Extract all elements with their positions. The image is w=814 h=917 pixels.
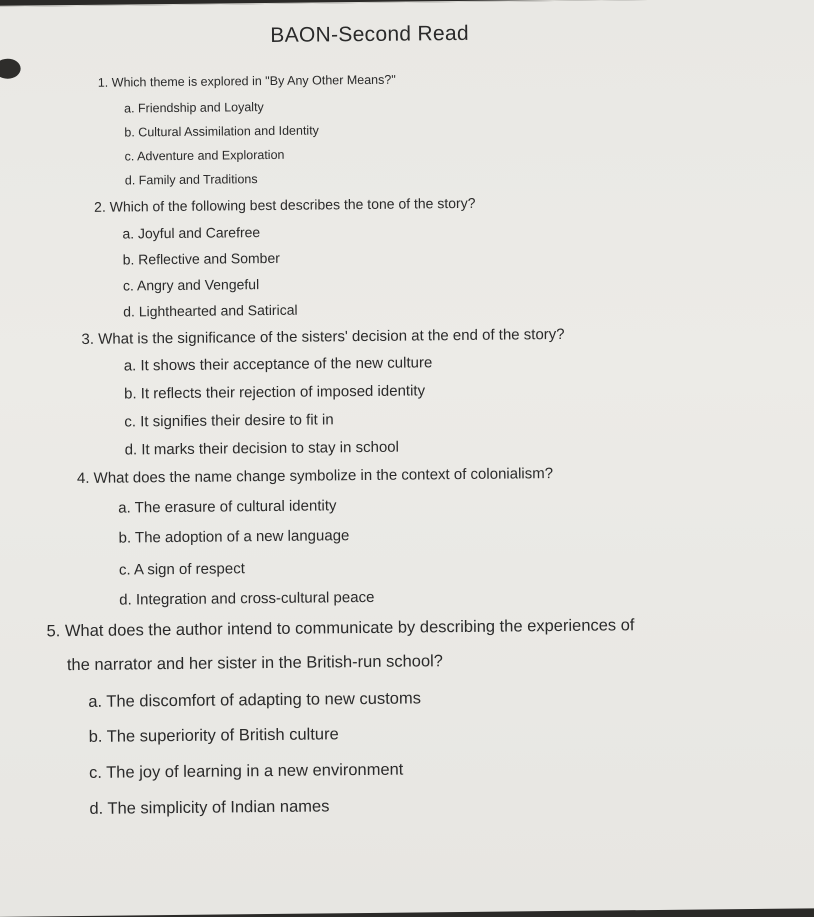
question-text: What does the name change symbolize in the context of colonialism? bbox=[93, 465, 554, 487]
question-number: 1. bbox=[97, 75, 109, 90]
option-2c: c. Angry and Vengeful bbox=[122, 276, 260, 294]
question-number: 2. bbox=[94, 198, 106, 215]
question-text: Which theme is explored in "By Any Other Means?" bbox=[111, 72, 396, 90]
option-4b: b. The adoption of a new language bbox=[118, 527, 350, 547]
option-2a: a. Joyful and Carefree bbox=[122, 224, 261, 242]
option-5b: b. The superiority of British culture bbox=[88, 725, 339, 746]
option-4c: c. A sign of respect bbox=[118, 560, 245, 579]
option-3d: d. It marks their decision to stay in school bbox=[124, 438, 400, 459]
option-5c: c. The joy of learning in a new environment bbox=[88, 760, 404, 782]
option-4d: d. Integration and cross-cultural peace bbox=[119, 588, 375, 609]
question-number: 4. bbox=[76, 469, 90, 488]
option-2d: d. Lighthearted and Satirical bbox=[123, 301, 298, 320]
question-text: What does the author intend to communicate by describing the experiences of bbox=[64, 616, 635, 641]
option-5a: a. The discomfort of adapting to new customs bbox=[88, 689, 422, 711]
option-3a: a. It shows their acceptance of the new culture bbox=[123, 354, 433, 375]
option-1b: b. Cultural Assimilation and Identity bbox=[124, 123, 319, 140]
question-5-continued: the narrator and her sister in the British-run school? bbox=[66, 652, 444, 675]
question-number: 3. bbox=[81, 330, 95, 348]
option-4a: a. The erasure of cultural identity bbox=[118, 497, 337, 517]
question-text: Which of the following best describes the tone of the story? bbox=[109, 194, 476, 215]
question-4 bbox=[77, 465, 553, 487]
punch-hole bbox=[0, 59, 21, 79]
option-2b: b. Reflective and Somber bbox=[122, 249, 280, 268]
page-title: BAON-Second Read bbox=[270, 21, 470, 47]
option-5d: d. The simplicity of Indian names bbox=[89, 797, 330, 818]
question-5 bbox=[46, 616, 634, 641]
question-number: 5. bbox=[46, 622, 61, 641]
option-3c: c. It signifies their desire to fit in bbox=[124, 411, 334, 431]
question-3 bbox=[81, 326, 564, 348]
question-text: What is the significance of the sisters' decision at the end of the story? bbox=[98, 325, 565, 348]
question-1 bbox=[98, 73, 396, 90]
option-1c: c. Adventure and Exploration bbox=[124, 147, 285, 164]
option-3b: b. It reflects their rejection of imposed identity bbox=[123, 382, 426, 403]
option-1d: d. Family and Traditions bbox=[124, 172, 258, 188]
option-1a: a. Friendship and Loyalty bbox=[124, 100, 264, 116]
question-2 bbox=[94, 195, 475, 215]
